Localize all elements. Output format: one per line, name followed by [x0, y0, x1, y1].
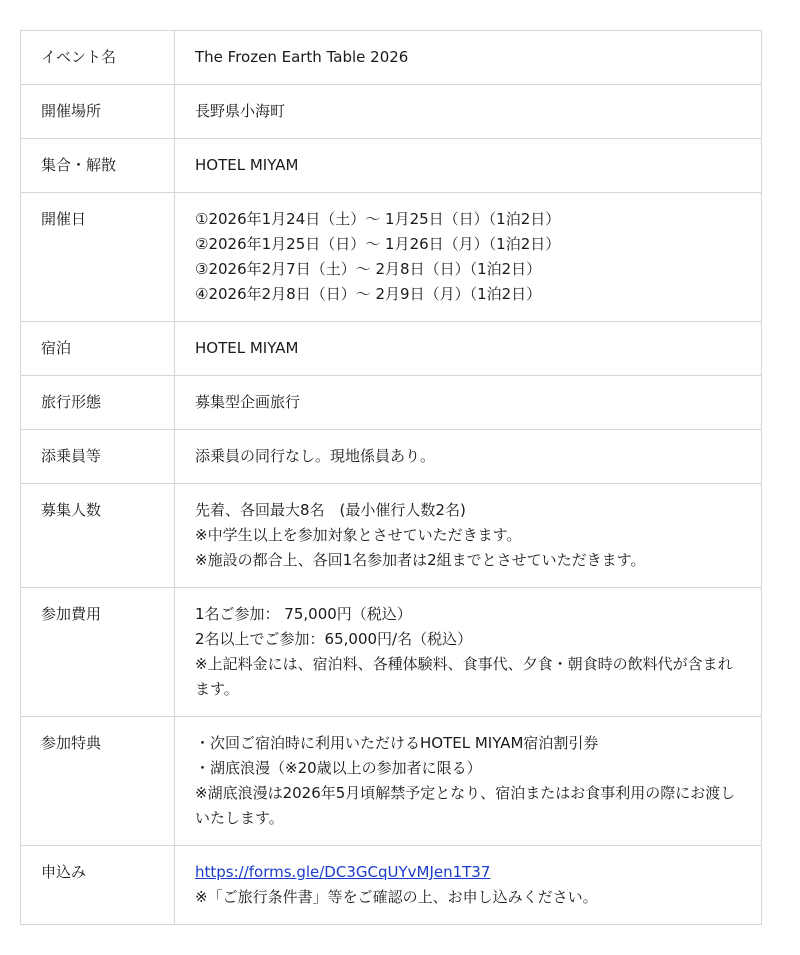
table-row-meeting-point: [21, 139, 762, 193]
fee-group: 2名以上でご参加：65,000円/名（税込）: [195, 630, 473, 648]
application-form-link[interactable]: https://forms.gle/DC3GCqUYvMJen1T37: [195, 863, 491, 881]
capacity-note-2: ※施設の都合上、各回1名参加者は2組までとさせていただきます。: [195, 551, 646, 569]
row-value: [175, 31, 762, 85]
table-row-tour-type: [21, 376, 762, 430]
tour-type-text: 募集型企画旅行: [195, 393, 301, 411]
row-label: 参加費用: [21, 588, 175, 717]
fee-note: ※上記料金には、宿泊料、各種体験料、食事代、夕食・朝食時の飲料代が含まれます。: [195, 655, 733, 698]
row-label: 募集人数: [21, 484, 175, 588]
date-option-3: ③2026年2月7日（土）～ 2月8日（日）（1泊2日）: [195, 260, 542, 278]
fee-single: 1名ご参加： 75,000円（税込）: [195, 605, 412, 623]
row-label: イベント名: [21, 31, 175, 85]
row-value: [175, 376, 762, 430]
row-value: [175, 484, 762, 588]
row-value: [175, 846, 762, 925]
event-info-table: [20, 30, 762, 925]
table-row-venue: [21, 85, 762, 139]
meeting-point-text: HOTEL MIYAM: [195, 156, 299, 174]
date-option-1: ①2026年1月24日（土）～ 1月25日（日）（1泊2日）: [195, 210, 561, 228]
conductor-text: 添乗員の同行なし。現地係員あり。: [195, 447, 436, 465]
row-value: [175, 139, 762, 193]
row-label: 開催日: [21, 193, 175, 322]
event-name-text: The Frozen Earth Table 2026: [195, 48, 409, 66]
benefit-note: ※湖底浪漫は2026年5月頃解禁予定となり、宿泊またはお食事利用の際にお渡しいたします。: [195, 784, 736, 827]
application-note: ※「ご旅行条件書」等をご確認の上、お申し込みください。: [195, 888, 598, 906]
row-label: 旅行形態: [21, 376, 175, 430]
row-label: 参加特典: [21, 717, 175, 846]
row-value: [175, 193, 762, 322]
table-row-accommodation: [21, 322, 762, 376]
row-label: 宿泊: [21, 322, 175, 376]
table-row-conductor: [21, 430, 762, 484]
row-value: [175, 717, 762, 846]
accommodation-text: HOTEL MIYAM: [195, 339, 299, 357]
row-label: 申込み: [21, 846, 175, 925]
table-row-event-name: [21, 31, 762, 85]
row-label: 添乗員等: [21, 430, 175, 484]
date-option-4: ④2026年2月8日（日）～ 2月9日（月）（1泊2日）: [195, 285, 542, 303]
table-row-fee: [21, 588, 762, 717]
table-row-dates: [21, 193, 762, 322]
date-option-2: ②2026年1月25日（日）～ 1月26日（月）（1泊2日）: [195, 235, 561, 253]
table-row-application: [21, 846, 762, 925]
row-label: 集合・解散: [21, 139, 175, 193]
row-value: [175, 322, 762, 376]
table-row-capacity: [21, 484, 762, 588]
row-value: [175, 430, 762, 484]
row-label: 開催場所: [21, 85, 175, 139]
capacity-text: 先着、各回最大8名 (最小催行人数2名): [195, 501, 466, 519]
benefit-2: ・湖底浪漫（※20歳以上の参加者に限る）: [195, 759, 482, 777]
venue-text: 長野県小海町: [195, 102, 286, 120]
table-row-benefits: [21, 717, 762, 846]
row-value: [175, 588, 762, 717]
benefit-1: ・次回ご宿泊時に利用いただけるHOTEL MIYAM宿泊割引券: [195, 734, 599, 752]
row-value: [175, 85, 762, 139]
capacity-note-1: ※中学生以上を参加対象とさせていただきます。: [195, 526, 522, 544]
